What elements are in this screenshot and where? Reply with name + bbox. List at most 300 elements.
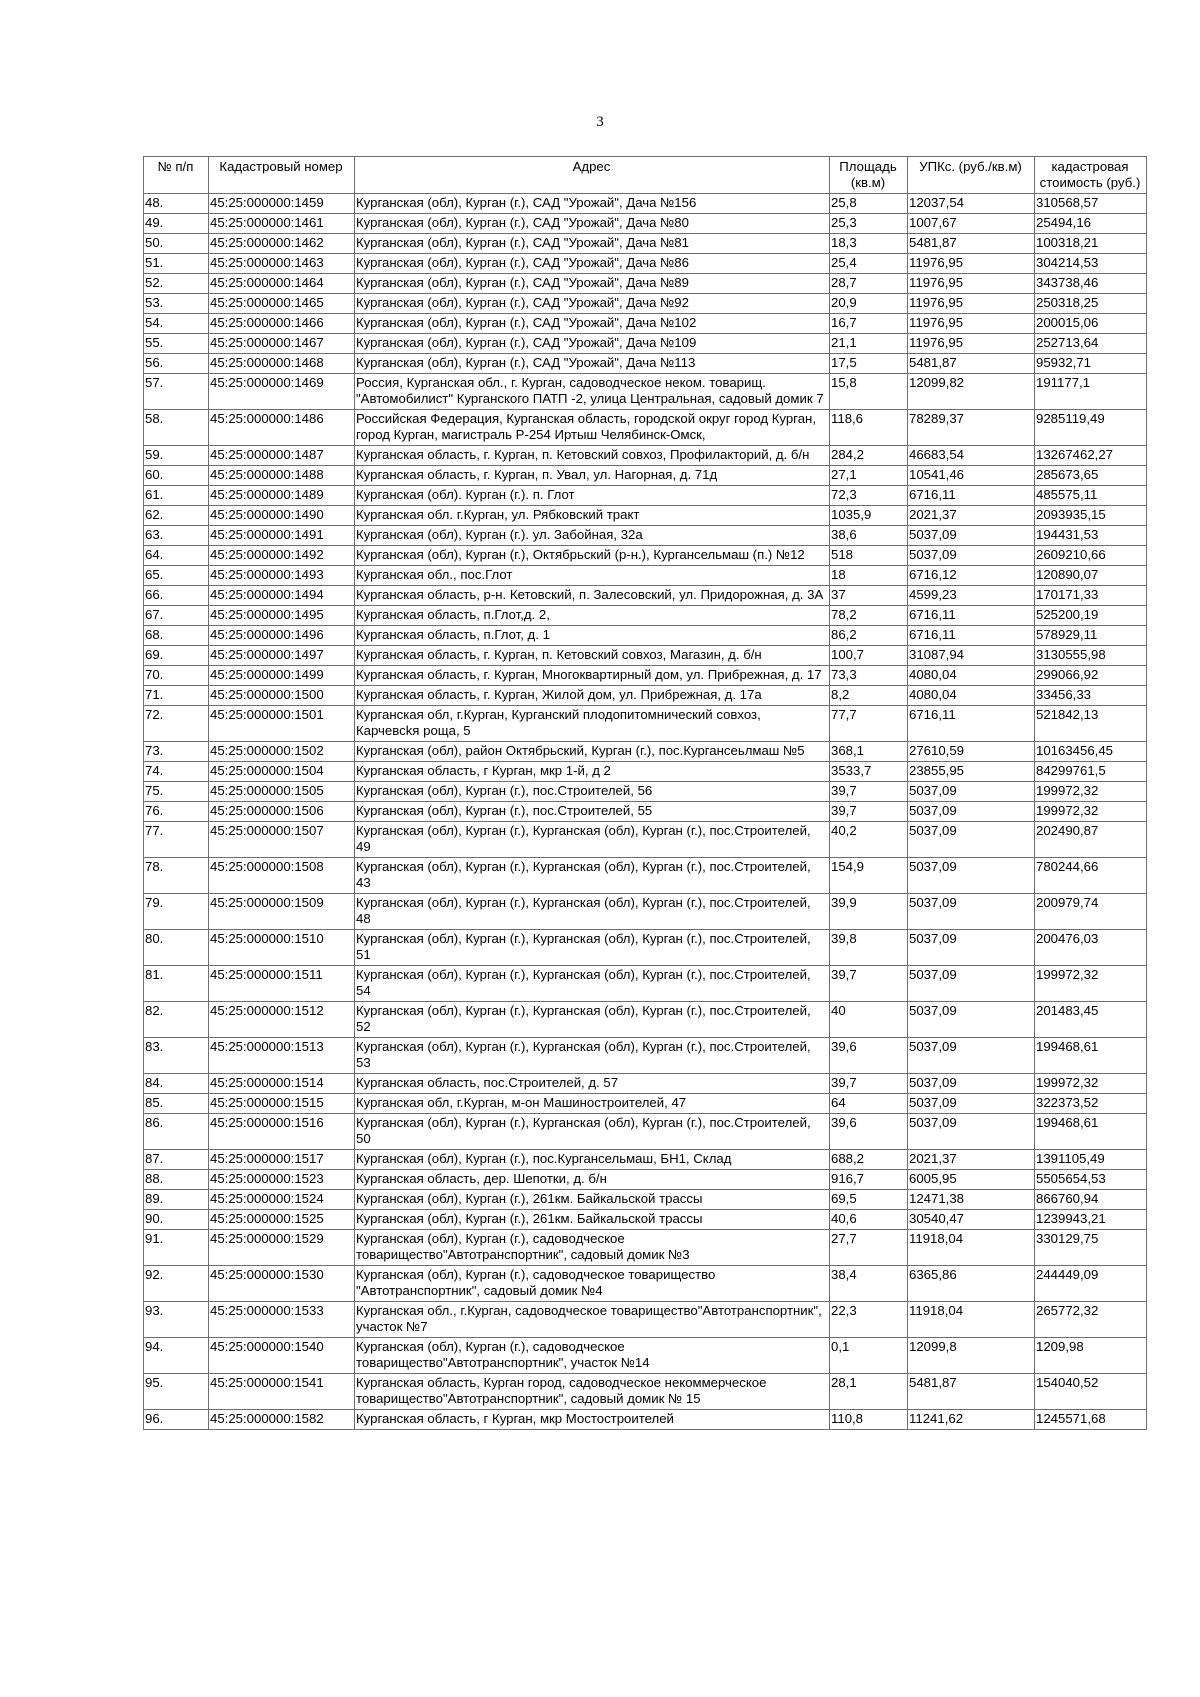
table-row — [144, 1114, 1147, 1150]
area-cell: 1035,9 — [830, 506, 908, 526]
table-row — [144, 314, 1147, 334]
area-cell: 37 — [830, 586, 908, 606]
upks-cell: 5037,09 — [908, 930, 1035, 966]
cadastral-number-cell: 45:25:000000:1463 — [209, 254, 355, 274]
area-cell: 21,1 — [830, 334, 908, 354]
cadastral-value-cell: 120890,07 — [1035, 566, 1147, 586]
cadastral-value-cell: 199972,32 — [1035, 802, 1147, 822]
cadastral-number-cell: 45:25:000000:1491 — [209, 526, 355, 546]
upks-cell: 10541,46 — [908, 466, 1035, 486]
upks-cell: 11976,95 — [908, 254, 1035, 274]
cadastral-number-cell: 45:25:000000:1530 — [209, 1266, 355, 1302]
cadastral-value-cell: 9285119,49 — [1035, 410, 1147, 446]
address-cell: Курганская (обл), Курган (г.), пос.Строителей, 55 — [355, 802, 830, 822]
cadastral-number-cell: 45:25:000000:1487 — [209, 446, 355, 466]
cadastral-number-cell: 45:25:000000:1529 — [209, 1230, 355, 1266]
row-number-cell: 81. — [144, 966, 209, 1002]
cadastral-number-cell: 45:25:000000:1490 — [209, 506, 355, 526]
row-number-cell: 67. — [144, 606, 209, 626]
table-row — [144, 586, 1147, 606]
area-cell: 154,9 — [830, 858, 908, 894]
table-row — [144, 1038, 1147, 1074]
area-cell: 86,2 — [830, 626, 908, 646]
cadastral-value-cell: 154040,52 — [1035, 1374, 1147, 1410]
area-cell: 18 — [830, 566, 908, 586]
upks-cell: 11241,62 — [908, 1410, 1035, 1430]
table-row — [144, 626, 1147, 646]
area-cell: 368,1 — [830, 742, 908, 762]
area-cell: 78,2 — [830, 606, 908, 626]
cadastral-value-cell: 191177,1 — [1035, 374, 1147, 410]
area-cell: 284,2 — [830, 446, 908, 466]
address-cell: Курганская (обл), Курган (г.), садоводческое товарищество"Автотранспортник", садовый домик №3 — [355, 1230, 830, 1266]
address-cell: Курганская область, г. Курган, Жилой дом, ул. Прибрежная, д. 17а — [355, 686, 830, 706]
row-number-cell: 90. — [144, 1210, 209, 1230]
table-row — [144, 526, 1147, 546]
cadastral-number-cell: 45:25:000000:1459 — [209, 194, 355, 214]
cadastral-number-cell: 45:25:000000:1512 — [209, 1002, 355, 1038]
cadastral-number-cell: 45:25:000000:1533 — [209, 1302, 355, 1338]
cadastral-number-cell: 45:25:000000:1511 — [209, 966, 355, 1002]
upks-cell: 30540,47 — [908, 1210, 1035, 1230]
cadastral-value-cell: 578929,11 — [1035, 626, 1147, 646]
row-number-cell: 70. — [144, 666, 209, 686]
col-header-area: Площадь (кв.м) — [830, 157, 908, 194]
row-number-cell: 73. — [144, 742, 209, 762]
table-row — [144, 782, 1147, 802]
address-cell: Курганская (обл), Курган (г.), Курганская (обл), Курган (г.), пос.Строителей, 54 — [355, 966, 830, 1002]
cadastral-value-cell: 84299761,5 — [1035, 762, 1147, 782]
area-cell: 688,2 — [830, 1150, 908, 1170]
area-cell: 39,8 — [830, 930, 908, 966]
row-number-cell: 63. — [144, 526, 209, 546]
upks-cell: 31087,94 — [908, 646, 1035, 666]
cadastral-value-cell: 13267462,27 — [1035, 446, 1147, 466]
cadastral-value-cell: 322373,52 — [1035, 1094, 1147, 1114]
address-cell: Курганская (обл), Курган (г.), САД "Урожай", Дача №92 — [355, 294, 830, 314]
address-cell: Курганская (обл), район Октябрьский, Курган (г.), пос.Курганcеьлмаш №5 — [355, 742, 830, 762]
table-row — [144, 1074, 1147, 1094]
upks-cell: 5481,87 — [908, 1374, 1035, 1410]
upks-cell: 4599,23 — [908, 586, 1035, 606]
row-number-cell: 83. — [144, 1038, 209, 1074]
cadastral-value-cell: 1245571,68 — [1035, 1410, 1147, 1430]
upks-cell: 6365,86 — [908, 1266, 1035, 1302]
cadastral-value-cell: 330129,75 — [1035, 1230, 1147, 1266]
upks-cell: 6716,11 — [908, 706, 1035, 742]
table-row — [144, 466, 1147, 486]
address-cell: Курганская (обл), Курган (г.), Курганская (обл), Курган (г.), пос.Строителей, 51 — [355, 930, 830, 966]
upks-cell: 5037,09 — [908, 858, 1035, 894]
table-row — [144, 546, 1147, 566]
area-cell: 72,3 — [830, 486, 908, 506]
row-number-cell: 66. — [144, 586, 209, 606]
cadastral-value-cell: 310568,57 — [1035, 194, 1147, 214]
cadastral-number-cell: 45:25:000000:1469 — [209, 374, 355, 410]
cadastral-number-cell: 45:25:000000:1508 — [209, 858, 355, 894]
area-cell: 39,7 — [830, 1074, 908, 1094]
area-cell: 40 — [830, 1002, 908, 1038]
area-cell: 40,6 — [830, 1210, 908, 1230]
address-cell: Курганская область, г. Курган, п. Кетовский совхоз, Магазин, д. б/н — [355, 646, 830, 666]
address-cell: Курганская (обл), Курган (г.), САД "Урожай", Дача №113 — [355, 354, 830, 374]
cadastral-number-cell: 45:25:000000:1524 — [209, 1190, 355, 1210]
cadastral-value-cell: 170171,33 — [1035, 586, 1147, 606]
area-cell: 15,8 — [830, 374, 908, 410]
cadastral-value-cell: 25494,16 — [1035, 214, 1147, 234]
address-cell: Российская Федерация, Курганская область, городской округ город Курган, город Курган, магистраль Р-254 Иртыш Челябинск-Омск, — [355, 410, 830, 446]
row-number-cell: 74. — [144, 762, 209, 782]
cadastral-value-cell: 200476,03 — [1035, 930, 1147, 966]
upks-cell: 2021,37 — [908, 1150, 1035, 1170]
address-cell: Курганская (обл), Курган (г.). ул. Забойная, 32а — [355, 526, 830, 546]
cadastral-value-cell: 244449,09 — [1035, 1266, 1147, 1302]
row-number-cell: 65. — [144, 566, 209, 586]
row-number-cell: 72. — [144, 706, 209, 742]
address-cell: Курганская (обл), Курган (г.), Октябрьский (р-н.), Курганcельмаш (п.) №12 — [355, 546, 830, 566]
col-header-upks: УПКс. (руб./кв.м) — [908, 157, 1035, 194]
row-number-cell: 78. — [144, 858, 209, 894]
upks-cell: 6716,11 — [908, 606, 1035, 626]
table-row — [144, 1002, 1147, 1038]
cadastral-value-cell: 265772,32 — [1035, 1302, 1147, 1338]
row-number-cell: 76. — [144, 802, 209, 822]
cadastral-value-cell: 194431,53 — [1035, 526, 1147, 546]
table-row — [144, 274, 1147, 294]
address-cell: Курганская обл., г.Курган, садоводческое товарищество"Автотранспортник", участок №7 — [355, 1302, 830, 1338]
address-cell: Курганская (обл), Курган (г.), САД "Урожай", Дача №156 — [355, 194, 830, 214]
cadastral-number-cell: 45:25:000000:1540 — [209, 1338, 355, 1374]
row-number-cell: 91. — [144, 1230, 209, 1266]
address-cell: Курганская обл. г.Курган, ул. Рябковский тракт — [355, 506, 830, 526]
cadastral-number-cell: 45:25:000000:1514 — [209, 1074, 355, 1094]
cadastral-number-cell: 45:25:000000:1517 — [209, 1150, 355, 1170]
row-number-cell: 95. — [144, 1374, 209, 1410]
address-cell: Курганская (обл), Курган (г.), пос.Строителей, 56 — [355, 782, 830, 802]
cadastral-value-cell: 485575,11 — [1035, 486, 1147, 506]
address-cell: Курганская обл., пос.Глот — [355, 566, 830, 586]
upks-cell: 4080,04 — [908, 666, 1035, 686]
upks-cell: 11976,95 — [908, 294, 1035, 314]
cadastral-value-cell: 2609210,66 — [1035, 546, 1147, 566]
row-number-cell: 82. — [144, 1002, 209, 1038]
col-header-cadastral-number: Кадастровый номер — [209, 157, 355, 194]
upks-cell: 12099,82 — [908, 374, 1035, 410]
cadastral-number-cell: 45:25:000000:1516 — [209, 1114, 355, 1150]
address-cell: Курганская обл, г.Курган, м-он Машиностроителей, 47 — [355, 1094, 830, 1114]
table-row — [144, 214, 1147, 234]
area-cell: 0,1 — [830, 1338, 908, 1374]
area-cell: 38,4 — [830, 1266, 908, 1302]
cadastral-value-cell: 1209,98 — [1035, 1338, 1147, 1374]
cadastral-value-cell: 199972,32 — [1035, 782, 1147, 802]
table-row — [144, 1190, 1147, 1210]
address-cell: Курганская (обл), Курган (г.), 261км. Байкальской трассы — [355, 1190, 830, 1210]
row-number-cell: 60. — [144, 466, 209, 486]
col-header-cadastral-value: кадастровая стоимость (руб.) — [1035, 157, 1147, 194]
row-number-cell: 68. — [144, 626, 209, 646]
area-cell: 18,3 — [830, 234, 908, 254]
area-cell: 73,3 — [830, 666, 908, 686]
cadastral-number-cell: 45:25:000000:1462 — [209, 234, 355, 254]
address-cell: Курганская область, пос.Строителей, д. 57 — [355, 1074, 830, 1094]
area-cell: 25,3 — [830, 214, 908, 234]
cadastral-number-cell: 45:25:000000:1489 — [209, 486, 355, 506]
address-cell: Курганская обл, г.Курган, Курганский плодопитомнический совхоз, Карчевсkя роща, 5 — [355, 706, 830, 742]
cadastral-value-cell: 202490,87 — [1035, 822, 1147, 858]
row-number-cell: 75. — [144, 782, 209, 802]
upks-cell: 5037,09 — [908, 782, 1035, 802]
cadastral-number-cell: 45:25:000000:1582 — [209, 1410, 355, 1430]
table-row — [144, 646, 1147, 666]
upks-cell: 1007,67 — [908, 214, 1035, 234]
cadastral-value-cell: 201483,45 — [1035, 1002, 1147, 1038]
row-number-cell: 59. — [144, 446, 209, 466]
address-cell: Курганская (обл), Курган (г.), 261км. Байкальской трассы — [355, 1210, 830, 1230]
cadastral-value-cell: 100318,21 — [1035, 234, 1147, 254]
upks-cell: 5037,09 — [908, 966, 1035, 1002]
address-cell: Курганская область, г. Курган, п. Увал, ул. Нагорная, д. 71д — [355, 466, 830, 486]
upks-cell: 6716,11 — [908, 626, 1035, 646]
table-row — [144, 686, 1147, 706]
upks-cell: 5037,09 — [908, 1094, 1035, 1114]
table-row — [144, 706, 1147, 742]
upks-cell: 6716,12 — [908, 566, 1035, 586]
table-row — [144, 666, 1147, 686]
area-cell: 25,4 — [830, 254, 908, 274]
cadastral-value-cell: 252713,64 — [1035, 334, 1147, 354]
upks-cell: 5037,09 — [908, 894, 1035, 930]
table-row — [144, 354, 1147, 374]
cadastral-number-cell: 45:25:000000:1494 — [209, 586, 355, 606]
table-body — [144, 194, 1147, 1430]
cadastral-number-cell: 45:25:000000:1541 — [209, 1374, 355, 1410]
table-header-row — [144, 157, 1147, 194]
cadastral-value-cell: 866760,94 — [1035, 1190, 1147, 1210]
row-number-cell: 87. — [144, 1150, 209, 1170]
address-cell: Курганская область, п.Глот, д. 1 — [355, 626, 830, 646]
area-cell: 39,6 — [830, 1038, 908, 1074]
upks-cell: 5037,09 — [908, 822, 1035, 858]
cadastral-number-cell: 45:25:000000:1510 — [209, 930, 355, 966]
table-row — [144, 606, 1147, 626]
cadastral-number-cell: 45:25:000000:1467 — [209, 334, 355, 354]
row-number-cell: 93. — [144, 1302, 209, 1338]
table-row — [144, 822, 1147, 858]
cadastral-value-cell: 1239943,21 — [1035, 1210, 1147, 1230]
cadastral-value-cell: 200979,74 — [1035, 894, 1147, 930]
table-row — [144, 506, 1147, 526]
table-row — [144, 894, 1147, 930]
area-cell: 39,7 — [830, 966, 908, 1002]
cadastral-number-cell: 45:25:000000:1461 — [209, 214, 355, 234]
address-cell: Курганская (обл), Курган (г.), САД "Урожай", Дача №89 — [355, 274, 830, 294]
row-number-cell: 77. — [144, 822, 209, 858]
cadastral-value-cell: 3130555,98 — [1035, 646, 1147, 666]
address-cell: Курганская (обл), Курган (г.), садоводческое товарищество "Автотранспортник", садовый домик №4 — [355, 1266, 830, 1302]
table-row — [144, 1150, 1147, 1170]
cadastral-value-cell: 285673,65 — [1035, 466, 1147, 486]
cadastral-number-cell: 45:25:000000:1497 — [209, 646, 355, 666]
row-number-cell: 96. — [144, 1410, 209, 1430]
upks-cell: 5037,09 — [908, 802, 1035, 822]
col-header-address: Адрес — [355, 157, 830, 194]
upks-cell: 5037,09 — [908, 1074, 1035, 1094]
table-row — [144, 486, 1147, 506]
cadastral-number-cell: 45:25:000000:1499 — [209, 666, 355, 686]
address-cell: Курганская (обл), Курган (г.), САД "Урожай", Дача №109 — [355, 334, 830, 354]
area-cell: 39,6 — [830, 1114, 908, 1150]
area-cell: 110,8 — [830, 1410, 908, 1430]
cadastral-value-cell: 33456,33 — [1035, 686, 1147, 706]
table-row — [144, 1230, 1147, 1266]
area-cell: 39,7 — [830, 802, 908, 822]
upks-cell: 5481,87 — [908, 354, 1035, 374]
cadastral-number-cell: 45:25:000000:1496 — [209, 626, 355, 646]
cadastral-value-cell: 521842,13 — [1035, 706, 1147, 742]
cadastral-value-cell: 250318,25 — [1035, 294, 1147, 314]
cadastral-value-cell: 199972,32 — [1035, 966, 1147, 1002]
table-row — [144, 410, 1147, 446]
page-number: 3 — [596, 114, 604, 130]
area-cell: 25,8 — [830, 194, 908, 214]
table-row — [144, 966, 1147, 1002]
address-cell: Курганская область, дер. Шепотки, д. б/н — [355, 1170, 830, 1190]
row-number-cell: 89. — [144, 1190, 209, 1210]
cadastral-value-cell: 5505654,53 — [1035, 1170, 1147, 1190]
area-cell: 3533,7 — [830, 762, 908, 782]
upks-cell: 11976,95 — [908, 274, 1035, 294]
cadastral-number-cell: 45:25:000000:1465 — [209, 294, 355, 314]
row-number-cell: 55. — [144, 334, 209, 354]
table-row — [144, 1210, 1147, 1230]
cadastral-value-cell: 304214,53 — [1035, 254, 1147, 274]
row-number-cell: 85. — [144, 1094, 209, 1114]
upks-cell: 5037,09 — [908, 1038, 1035, 1074]
cadastral-number-cell: 45:25:000000:1506 — [209, 802, 355, 822]
area-cell: 64 — [830, 1094, 908, 1114]
upks-cell: 5481,87 — [908, 234, 1035, 254]
address-cell: Курганская область, г Курган, мкр Мостостроителей — [355, 1410, 830, 1430]
upks-cell: 11918,04 — [908, 1302, 1035, 1338]
cadastral-number-cell: 45:25:000000:1500 — [209, 686, 355, 706]
upks-cell: 11976,95 — [908, 314, 1035, 334]
cadastral-number-cell: 45:25:000000:1504 — [209, 762, 355, 782]
cadastral-value-cell: 525200,19 — [1035, 606, 1147, 626]
area-cell: 39,9 — [830, 894, 908, 930]
table-row — [144, 762, 1147, 782]
table-row — [144, 802, 1147, 822]
upks-cell: 2021,37 — [908, 506, 1035, 526]
table-row — [144, 334, 1147, 354]
row-number-cell: 88. — [144, 1170, 209, 1190]
row-number-cell: 58. — [144, 410, 209, 446]
upks-cell: 6716,11 — [908, 486, 1035, 506]
upks-cell: 12037,54 — [908, 194, 1035, 214]
upks-cell: 23855,95 — [908, 762, 1035, 782]
table-row — [144, 194, 1147, 214]
cadastral-value-cell: 199468,61 — [1035, 1038, 1147, 1074]
address-cell: Курганская (обл). Курган (г.). п. Глот — [355, 486, 830, 506]
address-cell: Курганская область, п.Глот,д. 2, — [355, 606, 830, 626]
row-number-cell: 57. — [144, 374, 209, 410]
cadastral-number-cell: 45:25:000000:1515 — [209, 1094, 355, 1114]
cadastral-value-cell: 199972,32 — [1035, 1074, 1147, 1094]
cadastral-number-cell: 45:25:000000:1505 — [209, 782, 355, 802]
row-number-cell: 54. — [144, 314, 209, 334]
table-row — [144, 1374, 1147, 1410]
cadastral-number-cell: 45:25:000000:1464 — [209, 274, 355, 294]
table-row — [144, 254, 1147, 274]
area-cell: 17,5 — [830, 354, 908, 374]
area-cell: 28,1 — [830, 1374, 908, 1410]
row-number-cell: 50. — [144, 234, 209, 254]
row-number-cell: 69. — [144, 646, 209, 666]
cadastral-number-cell: 45:25:000000:1509 — [209, 894, 355, 930]
area-cell: 69,5 — [830, 1190, 908, 1210]
upks-cell: 78289,37 — [908, 410, 1035, 446]
address-cell: Курганская область, г. Курган, Многоквартирный дом, ул. Прибрежная, д. 17 — [355, 666, 830, 686]
row-number-cell: 79. — [144, 894, 209, 930]
area-cell: 20,9 — [830, 294, 908, 314]
table-row — [144, 234, 1147, 254]
row-number-cell: 64. — [144, 546, 209, 566]
address-cell: Россия, Курганская обл., г. Курган, садоводческое неком. товарищ. "Автомобилист" Курганского ПАТП -2, улица Центральная, садовый домик 7 — [355, 374, 830, 410]
row-number-cell: 62. — [144, 506, 209, 526]
cadastral-value-cell: 343738,46 — [1035, 274, 1147, 294]
cadastral-value-cell: 780244,66 — [1035, 858, 1147, 894]
upks-cell: 46683,54 — [908, 446, 1035, 466]
cadastral-value-cell: 299066,92 — [1035, 666, 1147, 686]
address-cell: Курганская область, р-н. Кетовский, п. Залесовский, ул. Придорожная, д. 3А — [355, 586, 830, 606]
area-cell: 22,3 — [830, 1302, 908, 1338]
row-number-cell: 86. — [144, 1114, 209, 1150]
address-cell: Курганская (обл), Курган (г.), САД "Урожай", Дача №81 — [355, 234, 830, 254]
address-cell: Курганская (обл), Курган (г.), Курганская (обл), Курган (г.), пос.Строителей, 53 — [355, 1038, 830, 1074]
cadastral-number-cell: 45:25:000000:1495 — [209, 606, 355, 626]
row-number-cell: 94. — [144, 1338, 209, 1374]
cadastral-number-cell: 45:25:000000:1507 — [209, 822, 355, 858]
address-cell: Курганская (обл), Курган (г.), садоводческое товарищество"Автотранспортник", участок №14 — [355, 1338, 830, 1374]
area-cell: 28,7 — [830, 274, 908, 294]
table-row — [144, 930, 1147, 966]
area-cell: 39,7 — [830, 782, 908, 802]
upks-cell: 5037,09 — [908, 526, 1035, 546]
upks-cell: 6005,95 — [908, 1170, 1035, 1190]
upks-cell: 11918,04 — [908, 1230, 1035, 1266]
table-row — [144, 1266, 1147, 1302]
cadastral-value-cell: 2093935,15 — [1035, 506, 1147, 526]
address-cell: Курганская (обл), Курган (г.), САД "Урожай", Дача №80 — [355, 214, 830, 234]
row-number-cell: 71. — [144, 686, 209, 706]
row-number-cell: 80. — [144, 930, 209, 966]
row-number-cell: 53. — [144, 294, 209, 314]
upks-cell: 27610,59 — [908, 742, 1035, 762]
cadastral-number-cell: 45:25:000000:1486 — [209, 410, 355, 446]
address-cell: Курганская (обл), Курган (г.), Курганская (обл), Курган (г.), пос.Строителей, 48 — [355, 894, 830, 930]
address-cell: Курганская (обл), Курган (г.), Курганская (обл), Курган (г.), пос.Строителей, 50 — [355, 1114, 830, 1150]
cadastral-table — [143, 156, 1147, 1430]
table-row — [144, 742, 1147, 762]
row-number-cell: 51. — [144, 254, 209, 274]
table-row — [144, 1170, 1147, 1190]
row-number-cell: 52. — [144, 274, 209, 294]
address-cell: Курганская (обл), Курган (г.), Курганская (обл), Курган (г.), пос.Строителей, 43 — [355, 858, 830, 894]
address-cell: Курганская (обл), Курган (г.), Курганская (обл), Курган (г.), пос.Строителей, 52 — [355, 1002, 830, 1038]
address-cell: Курганская область, Курган город, садоводческое некоммерческое товарищество"Автотранспортник", садовый домик № 15 — [355, 1374, 830, 1410]
cadastral-number-cell: 45:25:000000:1468 — [209, 354, 355, 374]
cadastral-value-cell: 10163456,45 — [1035, 742, 1147, 762]
